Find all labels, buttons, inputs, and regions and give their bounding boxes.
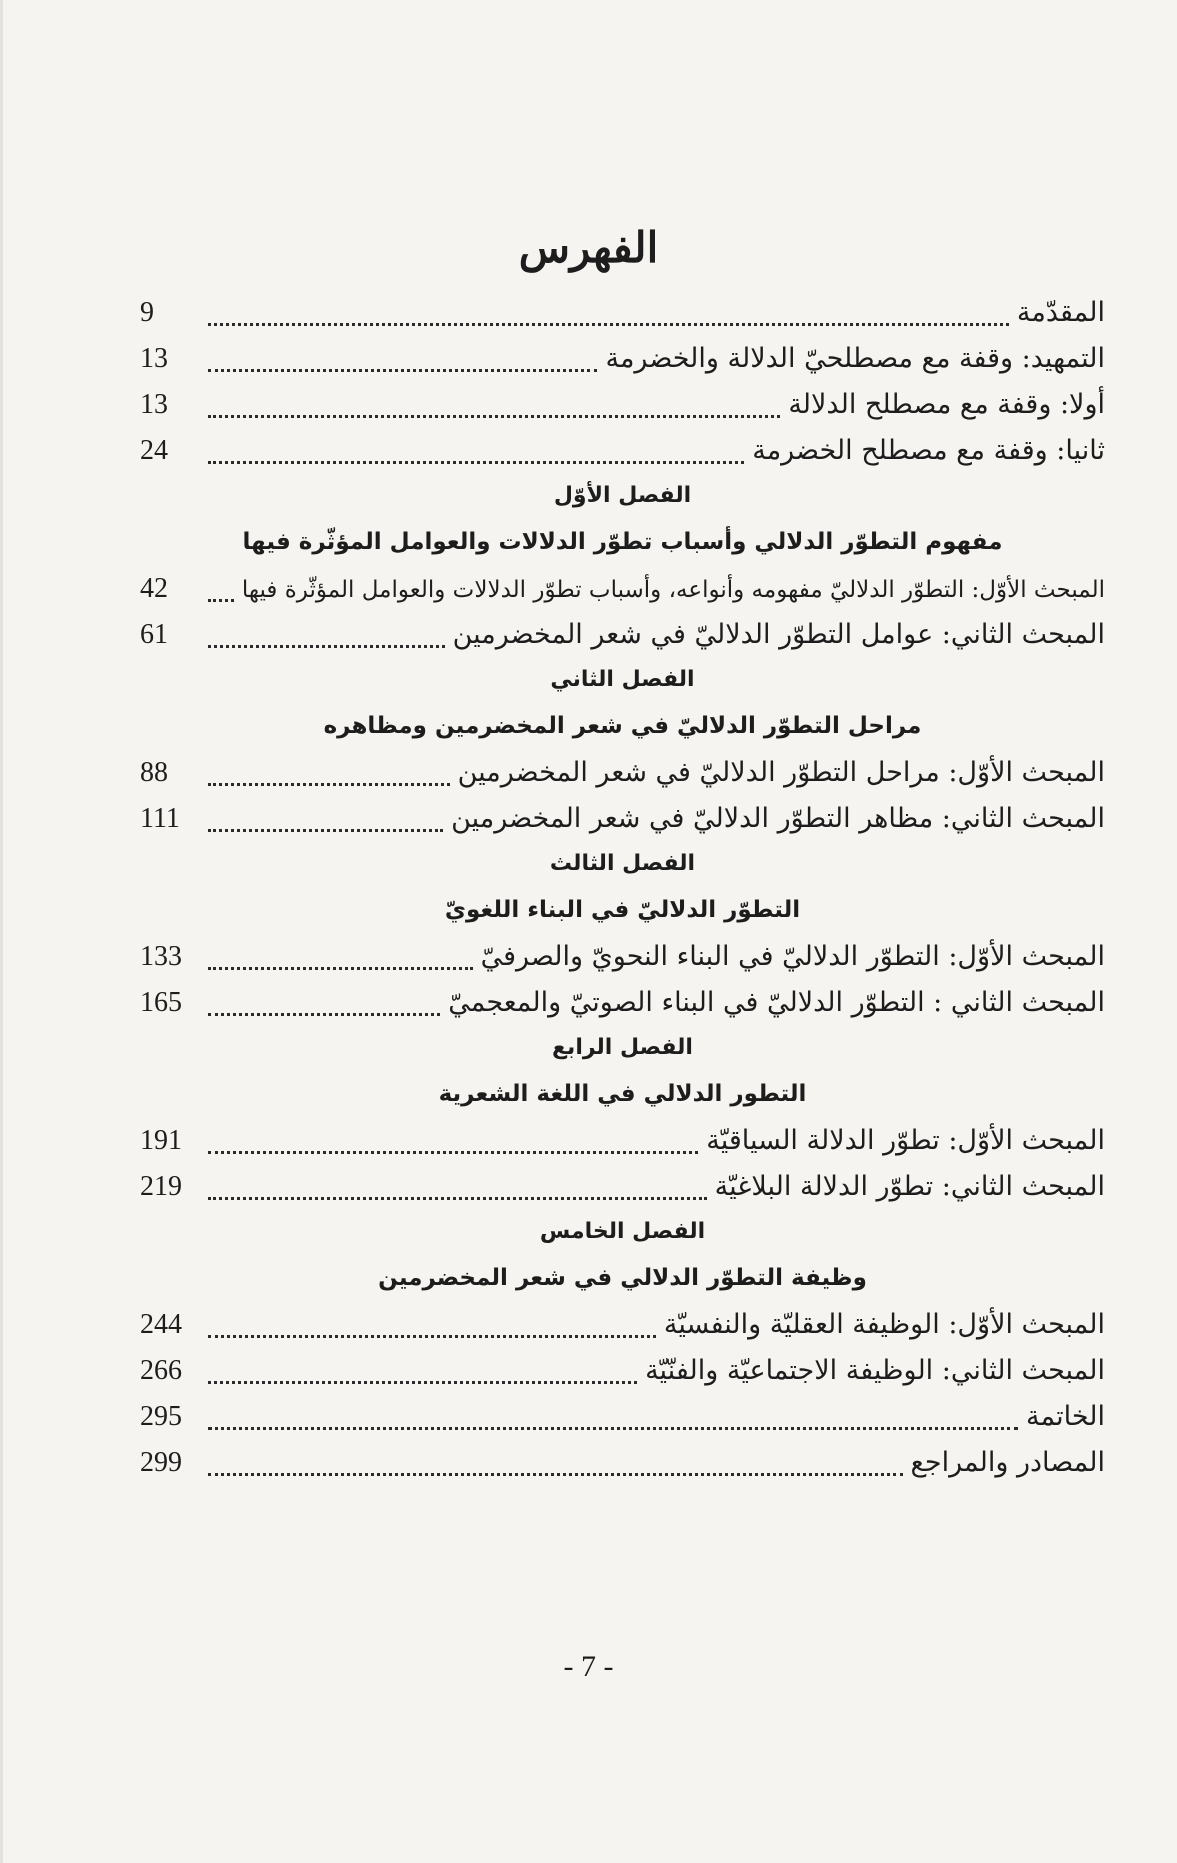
chapter-heading: الفصل الرابع bbox=[552, 1035, 693, 1060]
toc-entry-title: المبحث الثاني: تطوّر الدلالة البلاغيّة bbox=[714, 1171, 1105, 1202]
toc-entry[interactable] bbox=[140, 796, 1105, 842]
toc-page-number: 219 bbox=[140, 1171, 182, 1202]
toc-page-number: 61 bbox=[140, 619, 168, 650]
toc-entry-references[interactable] bbox=[140, 1440, 1105, 1486]
toc-entry[interactable] bbox=[140, 750, 1105, 796]
page-title: الفهرس bbox=[518, 223, 659, 272]
dot-leader bbox=[208, 829, 443, 832]
toc-entry-first[interactable] bbox=[140, 382, 1105, 428]
toc-entry-title: المبحث الثاني : التطوّر الدلاليّ في البناء الصوتيّ والمعجميّ bbox=[448, 987, 1105, 1018]
toc-page-number: 191 bbox=[140, 1125, 182, 1156]
toc-entry-title: المبحث الأوّل: تطوّر الدلالة السياقيّة bbox=[706, 1125, 1105, 1156]
toc-page-number: 111 bbox=[140, 803, 180, 834]
toc-entry[interactable] bbox=[140, 1118, 1105, 1164]
chapter-subtitle: التطوّر الدلاليّ في البناء اللغويّ bbox=[444, 897, 801, 923]
dot-leader bbox=[208, 1427, 1018, 1430]
toc-entry-preface[interactable] bbox=[140, 336, 1105, 382]
dot-leader bbox=[208, 415, 780, 418]
chapter-heading: الفصل الثالث bbox=[549, 851, 696, 876]
dot-leader bbox=[208, 1335, 656, 1338]
toc-page-number: 42 bbox=[140, 573, 168, 604]
dot-leader bbox=[208, 1151, 698, 1154]
toc-entry-title: المقدّمة bbox=[1016, 297, 1105, 328]
toc-entry[interactable] bbox=[140, 980, 1105, 1026]
chapter-heading: الفصل الثاني bbox=[550, 667, 695, 692]
table-of-contents bbox=[140, 290, 1105, 1486]
toc-entry-title: المبحث الثاني: مظاهر التطوّر الدلاليّ في شعر المخضرمين bbox=[451, 803, 1105, 834]
toc-page-number: 165 bbox=[140, 987, 182, 1018]
toc-entry-title: الخاتمة bbox=[1026, 1401, 1105, 1432]
toc-entry-second[interactable] bbox=[140, 428, 1105, 474]
toc-page-number: 299 bbox=[140, 1447, 182, 1478]
toc-entry[interactable] bbox=[140, 1348, 1105, 1394]
toc-entry-title: المصادر والمراجع bbox=[910, 1447, 1105, 1478]
toc-entry-title: المبحث الأوّل: مراحل التطوّر الدلاليّ في شعر المخضرمين bbox=[457, 757, 1105, 788]
page-number-footer: - 7 - bbox=[563, 1650, 614, 1683]
toc-page-number: 244 bbox=[140, 1309, 182, 1340]
toc-page-number: 13 bbox=[140, 389, 168, 420]
page-edge bbox=[0, 0, 3, 1863]
toc-entry-title: التمهيد: وقفة مع مصطلحيّ الدلالة والخضرمة bbox=[605, 343, 1105, 374]
dot-leader bbox=[208, 1473, 903, 1476]
toc-entry-title: المبحث الأوّل: الوظيفة العقليّة والنفسيّة bbox=[663, 1309, 1105, 1340]
dot-leader bbox=[208, 967, 473, 970]
toc-entry-title: المبحث الأوّل: التطوّر الدلاليّ مفهومه وأنواعه، وأسباب تطوّر الدلالات والعوامل المؤثّرة فيها bbox=[241, 577, 1105, 603]
chapter-heading: الفصل الأوّل bbox=[553, 483, 692, 508]
chapter-heading: الفصل الخامس bbox=[539, 1219, 706, 1244]
toc-page-number: 295 bbox=[140, 1401, 182, 1432]
toc-entry-title: المبحث الأوّل: التطوّر الدلاليّ في البناء النحويّ والصرفيّ bbox=[480, 941, 1105, 972]
toc-page-number: 13 bbox=[140, 343, 168, 374]
chapter-subtitle: التطور الدلالي في اللغة الشعرية bbox=[438, 1081, 807, 1107]
toc-page-number: 88 bbox=[140, 757, 168, 788]
toc-page-number: 133 bbox=[140, 941, 182, 972]
toc-page-number: 24 bbox=[140, 435, 168, 466]
dot-leader bbox=[208, 323, 1009, 326]
chapter-subtitle: وظيفة التطوّر الدلالي في شعر المخضرمين bbox=[378, 1265, 867, 1291]
toc-entry[interactable] bbox=[140, 566, 1105, 612]
dot-leader bbox=[208, 1197, 707, 1200]
dot-leader bbox=[208, 369, 597, 372]
toc-entry-title: المبحث الثاني: عوامل التطوّر الدلاليّ في شعر المخضرمين bbox=[452, 619, 1105, 650]
chapter-subtitle: مفهوم التطوّر الدلالي وأسباب تطوّر الدلالات والعوامل المؤثّرة فيها bbox=[242, 529, 1003, 555]
dot-leader bbox=[208, 645, 445, 648]
toc-entry-title: المبحث الثاني: الوظيفة الاجتماعيّة والفنّيّة bbox=[645, 1355, 1105, 1386]
dot-leader bbox=[208, 1381, 637, 1384]
toc-entry-title: ثانيا: وقفة مع مصطلح الخضرمة bbox=[752, 435, 1105, 466]
toc-entry-title: أولا: وقفة مع مصطلح الدلالة bbox=[788, 389, 1105, 420]
toc-entry-introduction[interactable] bbox=[140, 290, 1105, 336]
chapter-subtitle: مراحل التطوّر الدلاليّ في شعر المخضرمين ومظاهره bbox=[323, 713, 922, 739]
toc-page-number: 266 bbox=[140, 1355, 182, 1386]
dot-leader bbox=[208, 599, 234, 602]
toc-entry[interactable] bbox=[140, 1302, 1105, 1348]
dot-leader bbox=[208, 1013, 440, 1016]
toc-page-number: 9 bbox=[140, 297, 154, 328]
toc-entry[interactable] bbox=[140, 612, 1105, 658]
dot-leader bbox=[208, 461, 744, 464]
toc-entry[interactable] bbox=[140, 1164, 1105, 1210]
dot-leader bbox=[208, 783, 450, 786]
toc-entry[interactable] bbox=[140, 934, 1105, 980]
toc-entry-conclusion[interactable] bbox=[140, 1394, 1105, 1440]
